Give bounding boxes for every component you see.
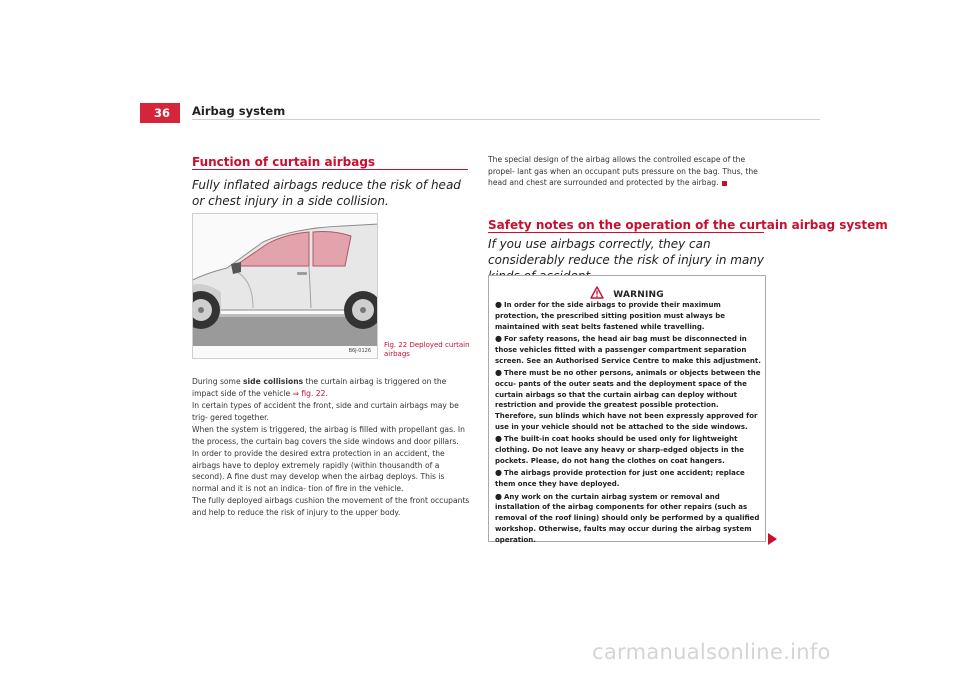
bullet-icon: ● bbox=[495, 300, 502, 309]
text-span: . bbox=[325, 388, 328, 398]
bullet-icon: ● bbox=[495, 468, 502, 478]
warning-item bbox=[495, 468, 761, 490]
section-heading-rule bbox=[488, 232, 764, 233]
bullet-icon: ● bbox=[495, 333, 502, 343]
text-span: In order for the side airbags to provide their maximum protection, the prescribed sitting position must always be maintained with seat belts fastened while travelling. bbox=[495, 301, 725, 331]
paragraph-5: The fully deployed airbags cushion the movement of the front occupants and help to reduce the risk of injury to the upper body. bbox=[192, 496, 470, 517]
warning-item bbox=[495, 334, 761, 366]
figure-code: B6J-0126 bbox=[348, 348, 371, 354]
paragraph-3: When the system is triggered, the airbag is filled with propellant gas. In the process, the curtain bag covers the side windows and door pillars. bbox=[192, 425, 465, 446]
bullet-icon: ● bbox=[495, 491, 502, 501]
page-number: 36 bbox=[140, 103, 180, 123]
paragraph-4: In order to provide the desired extra protection in an accident, the airbags have to deploy extremely rapidly (within thousandth of a second). A fine dust may develop when the airbag deploys. This is normal and it is not an indica- tion of fire in the vehicle. bbox=[192, 449, 445, 493]
section-heading-safety-notes: Safety notes on the operation of the curtain airbag system bbox=[488, 218, 888, 232]
text-span: During some bbox=[192, 377, 244, 386]
section-body-left bbox=[192, 376, 470, 519]
bullet-icon: ● bbox=[495, 434, 502, 444]
warning-item bbox=[495, 434, 761, 466]
warning-item bbox=[495, 300, 761, 332]
text-span: For safety reasons, the head air bag must be disconnected in those vehicles fitted with a passenger compartment separation screen. See an Authorised Service Centre to make this adjustment. bbox=[495, 334, 761, 365]
warning-item bbox=[495, 368, 761, 433]
text-span: Any work on the curtain airbag system or removal and installation of the airbag components for other repairs (such as removal of the roof lining) should only be performed by a qualified workshop. Otherwise, faults may occur during the airbag system operation. bbox=[495, 492, 760, 544]
text-span: The special design of the airbag allows the controlled escape of the propel- lant gas when an occupant puts pressure on the bag. Thus, the head and chest are surrounded and protected by the airbag. bbox=[488, 155, 758, 187]
warning-item bbox=[495, 492, 761, 546]
warning-list bbox=[495, 300, 761, 547]
section-intro: If you use airbags correctly, they can considerably reduce the risk of injury in many bbox=[488, 237, 765, 267]
car-illustration bbox=[193, 214, 378, 359]
paragraph-6 bbox=[488, 154, 768, 189]
section-heading-curtain-airbags: Function of curtain airbags bbox=[192, 155, 376, 169]
text-bold: side collisions bbox=[243, 377, 304, 386]
header-title: Airbag system bbox=[192, 104, 286, 118]
figure-caption: Fig. 22 Deployed curtain airbags bbox=[384, 341, 470, 358]
warning-triangle-icon bbox=[590, 286, 604, 299]
text-span: There must be no other persons, animals or objects between the occu- pants of the outer seats and the deployment space of the curtain airbags so that the curtain airbag can deploy without restriction and provide the greatest possible protection. Therefore, sun blinds which have not been expressly approved for use in your vehicle should not be attached to the side windows. bbox=[495, 368, 761, 431]
warning-box bbox=[488, 275, 766, 542]
continue-arrow-icon bbox=[768, 533, 777, 545]
end-of-section-icon bbox=[722, 181, 727, 186]
section-intro: Fully inflated airbags reduce the risk of head or chest injury in a side collision. bbox=[192, 178, 461, 208]
figure-reference-link[interactable]: ⇒ fig. 22 bbox=[292, 388, 326, 398]
section-body-right-top bbox=[488, 154, 768, 190]
paragraph-1 bbox=[192, 376, 470, 399]
watermark: carmanualsonline.info bbox=[592, 640, 831, 664]
section-heading-rule bbox=[192, 169, 468, 170]
warning-header bbox=[489, 282, 765, 301]
bullet-icon: ● bbox=[495, 367, 502, 377]
text-span: The airbags provide protection for just one accident; replace them once they have deployed. bbox=[495, 469, 745, 489]
figure-deployed-curtain-airbags bbox=[192, 213, 378, 359]
warning-title: WARNING bbox=[613, 290, 664, 300]
text-span: The built-in coat hooks should be used only for lightweight clothing. Do not leave any heavy or sharp-edged objects in the pockets. Please, do not hang the clothes on coat hangers. bbox=[495, 435, 745, 465]
paragraph-2: In certain types of accident the front, side and curtain airbags may be trig- gered together. bbox=[192, 401, 459, 422]
text-span: the curtain airbag is triggered on the impact side of the vehicle bbox=[192, 377, 447, 398]
header-rule bbox=[192, 119, 820, 120]
